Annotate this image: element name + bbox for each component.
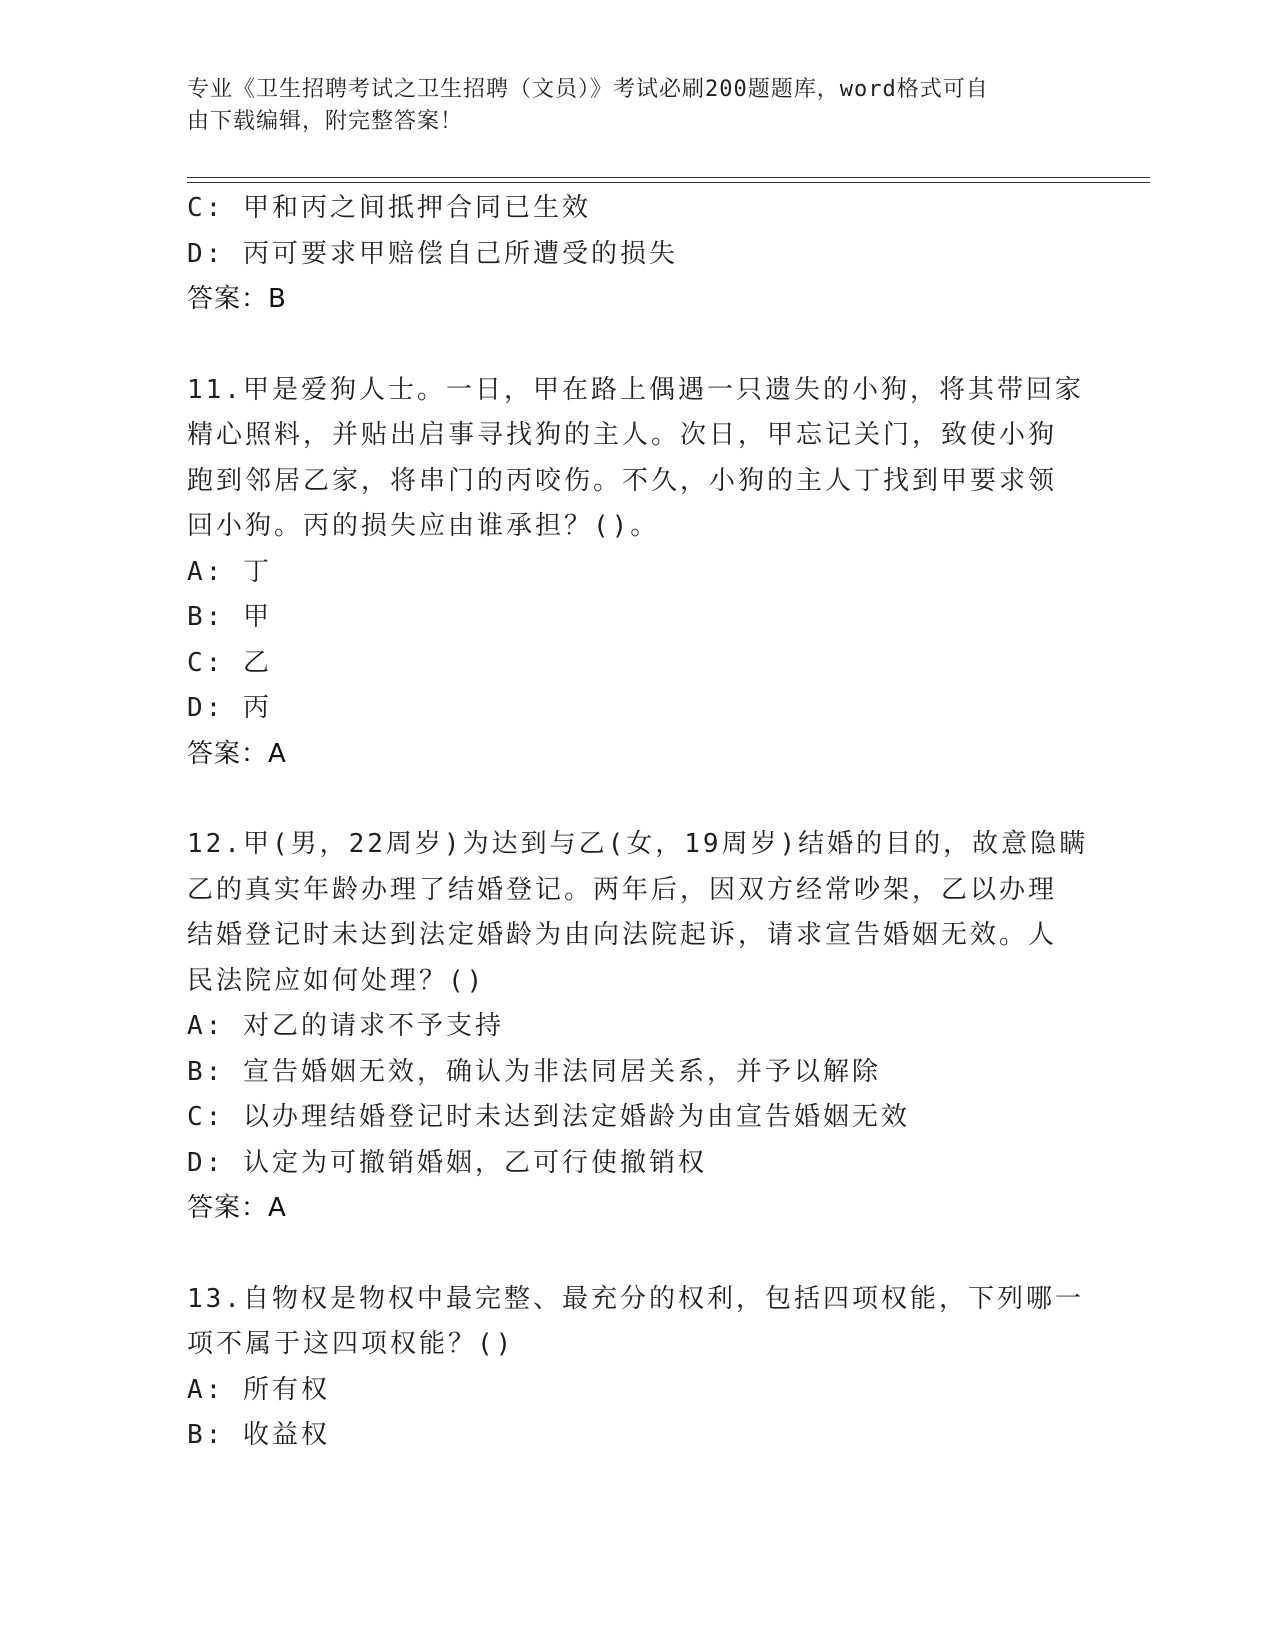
option-c: C: 甲和丙之间抵押合同已生效 (187, 193, 591, 223)
question-line: 项不属于这四项权能？() (187, 1329, 515, 1359)
question-line: 12.甲(男，22周岁)为达到与乙(女，19周岁)结婚的目的，故意隐瞒 (187, 829, 1089, 859)
answer-line: 答案：A (187, 738, 287, 769)
option-a: A: 对乙的请求不予支持 (187, 1011, 504, 1041)
question-line: 乙的真实年龄办理了结婚登记。两年后，因双方经常吵架，乙以办理 (187, 874, 1058, 905)
header-divider-bottom (187, 182, 1150, 183)
option-d: D: 丙可要求甲赔偿自己所遭受的损失 (187, 238, 678, 269)
header-line-1: 专业《卫生招聘考试之卫生招聘（文员）》考试必刷200题题库，word格式可自 (187, 77, 989, 102)
question-line: 精心照料，并贴出启事寻找狗的主人。次日，甲忘记关门，致使小狗 (187, 420, 1058, 450)
option-b: B: 宣告婚姻无效，确认为非法同居关系，并予以解除 (187, 1056, 881, 1087)
option-b: B: 甲 (187, 602, 272, 632)
question-11-text (187, 368, 1087, 550)
option-c: C: 乙 (187, 647, 272, 678)
option-c: C: 以办理结婚登记时未达到法定婚龄为由宣告婚姻无效 (187, 1102, 910, 1132)
option-a: A: 丁 (187, 556, 272, 587)
question-line: 结婚登记时未达到法定婚龄为由向法院起诉，请求宣告婚姻无效。人 (187, 920, 1058, 950)
header-line-2: 由下载编辑，附完整答案！ (187, 109, 464, 134)
answer-line: 答案：B (187, 284, 287, 314)
question-line: 民法院应如何处理？() (187, 965, 486, 996)
document-header (187, 74, 1067, 138)
option-d: D: 认定为可撤销婚姻，乙可行使撤销权 (187, 1147, 707, 1178)
question-line: 13.自物权是物权中最完整、最充分的权利，包括四项权能，下列哪一 (187, 1283, 1084, 1314)
option-d: D: 丙 (187, 693, 272, 723)
question-line: 跑到邻居乙家，将串门的丙咬伤。不久，小狗的主人丁找到甲要求领 (187, 465, 1058, 496)
answer-line: 答案：A (187, 1193, 287, 1223)
document-body (187, 186, 1087, 1459)
header-divider-top (187, 177, 1150, 178)
option-b: B: 收益权 (187, 1420, 330, 1450)
question-12-text (187, 822, 1087, 1004)
question-line: 回小狗。丙的损失应由谁承担？()。 (187, 511, 660, 541)
option-a: A: 所有权 (187, 1374, 330, 1405)
question-line: 11.甲是爱狗人士。一日，甲在路上偶遇一只遗失的小狗，将其带回家 (187, 374, 1084, 405)
question-13-text (187, 1277, 1087, 1368)
